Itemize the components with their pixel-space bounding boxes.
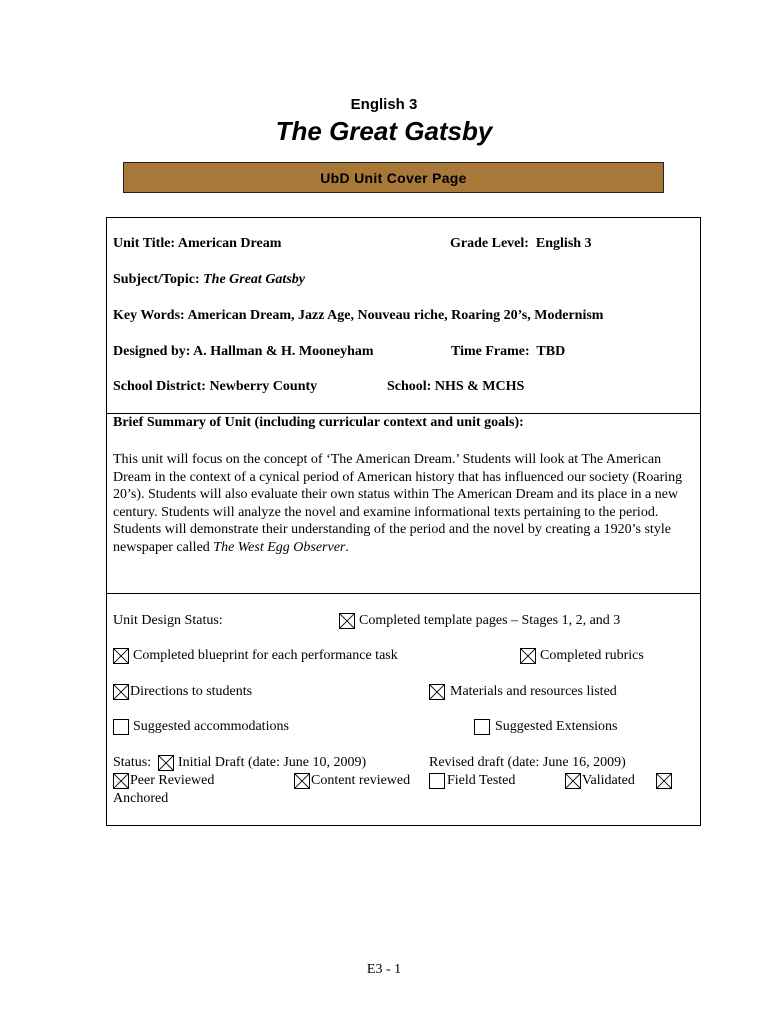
school-field xyxy=(387,378,524,396)
peer-reviewed-label: Peer Reviewed xyxy=(130,773,215,788)
unit-title-value: American Dream xyxy=(177,236,282,251)
grade-level-value: English 3 xyxy=(535,236,592,251)
checkbox-template-pages[interactable] xyxy=(339,613,355,629)
summary-body xyxy=(113,451,693,556)
extensions-label: Suggested Extensions xyxy=(495,719,618,734)
grade-level-field xyxy=(450,235,592,253)
district-field xyxy=(113,378,317,396)
checkmark-x-icon xyxy=(566,774,580,788)
course-heading: English 3 xyxy=(350,96,418,113)
summary-end: . xyxy=(345,539,349,555)
accommodations-label: Suggested accommodations xyxy=(133,719,289,734)
checkbox-initial-draft[interactable] xyxy=(158,755,174,771)
checkmark-x-icon xyxy=(114,649,128,663)
unit-title-label: Unit Title: xyxy=(113,236,176,251)
checkmark-x-icon xyxy=(521,649,535,663)
anchored-label: Anchored xyxy=(113,791,169,806)
checkbox-validated[interactable] xyxy=(565,773,581,789)
summary-heading: Brief Summary of Unit (including curricular context and unit goals): xyxy=(113,415,524,430)
time-frame-label: Time Frame: xyxy=(451,344,530,359)
checkmark-x-icon xyxy=(657,774,671,788)
checkmark-x-icon xyxy=(340,614,354,628)
content-reviewed-label: Content reviewed xyxy=(311,773,411,788)
checkmark-x-icon xyxy=(159,756,173,770)
keywords-label: Key Words: xyxy=(113,308,185,323)
checkbox-peer-reviewed[interactable] xyxy=(113,773,129,789)
checkbox-rubrics[interactable] xyxy=(520,648,536,664)
page-title: The Great Gatsby xyxy=(275,116,493,146)
checkbox-anchored[interactable] xyxy=(656,773,672,789)
subject-value: The Great Gatsby xyxy=(203,272,305,287)
directions-label: Directions to students xyxy=(130,684,253,699)
field-tested-label: Field Tested xyxy=(447,773,516,788)
checkmark-x-icon xyxy=(114,685,128,699)
blueprint-label: Completed blueprint for each performance task xyxy=(133,648,398,663)
checkbox-accommodations[interactable] xyxy=(113,719,129,735)
checkbox-content-reviewed[interactable] xyxy=(294,773,310,789)
banner-label: UbD Unit Cover Page xyxy=(320,169,467,186)
materials-label: Materials and resources listed xyxy=(450,684,617,699)
checkbox-directions[interactable] xyxy=(113,684,129,700)
checkbox-materials[interactable] xyxy=(429,684,445,700)
keywords-value: American Dream, Jazz Age, Nouveau riche, Roaring 20’s, Modernism xyxy=(187,308,604,323)
revised-draft-label: Revised draft (date: June 16, 2009) xyxy=(429,755,626,770)
designed-by-value: A. Hallman & H. Mooneyham xyxy=(193,344,374,359)
unit-title-field xyxy=(113,235,281,253)
district-value: Newberry County xyxy=(209,379,318,394)
subject-field xyxy=(113,271,305,289)
checkmark-x-icon xyxy=(114,774,128,788)
checkmark-x-icon xyxy=(295,774,309,788)
time-frame-field xyxy=(451,343,565,361)
rubrics-label: Completed rubrics xyxy=(540,648,644,663)
checkbox-extensions[interactable] xyxy=(474,719,490,735)
time-frame-value: TBD xyxy=(536,344,566,359)
status-label: Status: xyxy=(113,755,152,770)
divider-status xyxy=(106,593,701,594)
cover-page-banner xyxy=(123,162,664,193)
grade-level-label: Grade Level: xyxy=(450,236,529,251)
district-label: School District: xyxy=(113,379,206,394)
summary-newspaper-title: The West Egg Observer xyxy=(213,539,346,555)
checkbox-blueprint[interactable] xyxy=(113,648,129,664)
designed-by-field xyxy=(113,343,374,361)
validated-label: Validated xyxy=(582,773,635,788)
checkmark-x-icon xyxy=(430,685,444,699)
checkbox-field-tested[interactable] xyxy=(429,773,445,789)
summary-text: This unit will focus on the concept of ‘The American Dream.’ Students will look at The American Dream in the context of a cynical period of American history that has influenced our society (Roaring 20’s). Students will also evaluate their own status within The American Dream and its place in a new century. Students will analyze the novel and examine informational texts pertaining to the period. Students will demonstrate their understanding of the period and the novel by creating a 1920’s style newspaper called xyxy=(113,452,683,555)
keywords-field xyxy=(113,307,603,325)
designed-by-label: Designed by: xyxy=(113,344,191,359)
subject-label: Subject/Topic: xyxy=(113,272,200,287)
initial-draft-label: Initial Draft (date: June 10, 2009) xyxy=(178,755,367,770)
template-pages-label: Completed template pages – Stages 1, 2, and 3 xyxy=(359,613,621,628)
school-value: NHS & MCHS xyxy=(434,379,525,394)
school-label: School: xyxy=(387,379,432,394)
page-number: E3 - 1 xyxy=(366,962,402,977)
design-status-label: Unit Design Status: xyxy=(113,613,223,628)
